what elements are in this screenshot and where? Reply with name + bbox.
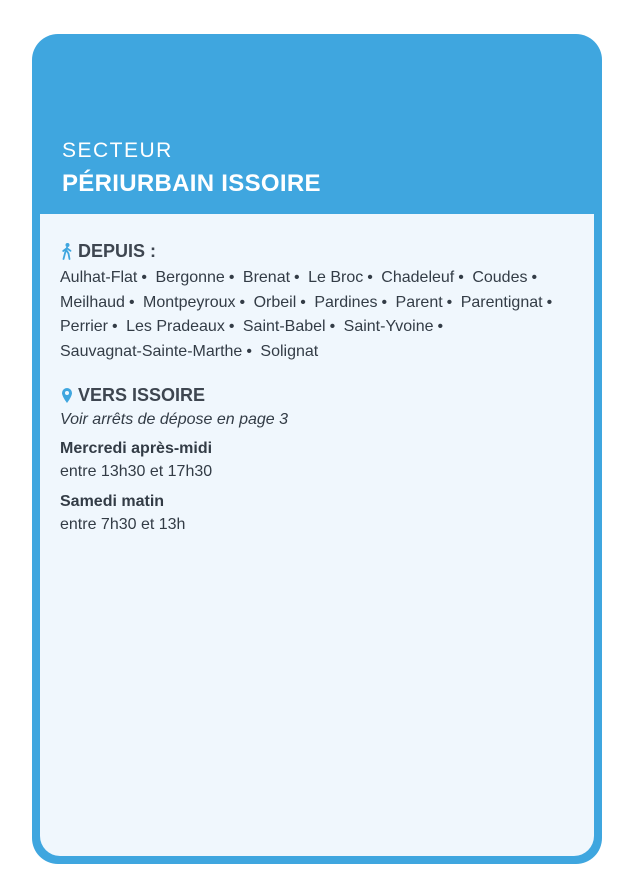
bullet-separator: • [112, 318, 118, 335]
sector-card [32, 34, 602, 864]
card-header [62, 138, 582, 200]
vers-title: VERS ISSOIRE [78, 385, 206, 405]
town-name: Saint-Babel [242, 318, 326, 335]
bullet-separator: • [381, 293, 388, 311]
town-name: Le Broc [308, 269, 364, 286]
bullet-separator: • [228, 269, 235, 286]
bullet-separator: • [228, 318, 235, 335]
vers-section [60, 384, 574, 537]
town-name: Sauvagnat-Sainte-Marthe [60, 342, 243, 360]
bullet-separator: • [329, 318, 336, 335]
sector-name: PÉRIURBAIN ISSOIRE [62, 170, 321, 197]
depuis-heading [60, 240, 574, 262]
bullet-separator: • [458, 269, 464, 286]
bullet-separator: • [437, 318, 444, 335]
bullet-separator: • [128, 293, 135, 311]
bullet-separator: • [531, 269, 538, 286]
town-name: Orbeil [253, 293, 297, 311]
town-name: Parentignat [460, 293, 543, 311]
bullet-separator: • [546, 293, 553, 311]
schedule-slot [60, 438, 574, 484]
bullet-separator: • [446, 293, 453, 311]
bullet-separator: • [367, 269, 373, 286]
depuis-title: DEPUIS : [78, 241, 157, 261]
depuis-section [60, 240, 574, 364]
town-name: Bergonne [155, 269, 225, 286]
schedule-slot [60, 491, 574, 537]
town-name: Chadeleuf [381, 269, 455, 286]
town-name: Montpeyroux [143, 293, 236, 311]
drop-off-note: Voir arrêts de dépose en page 3 [60, 411, 289, 428]
town-name: Aulhat-Flat [60, 269, 138, 286]
town-name: Parent [395, 293, 443, 311]
town-name: Pardines [314, 293, 378, 311]
card-body [40, 214, 594, 856]
town-name: Les Pradeaux [126, 318, 225, 335]
slot-title: Mercredi après-midi [60, 440, 213, 457]
bullet-separator: • [300, 293, 306, 311]
bullet-separator: • [294, 269, 300, 286]
vers-heading [60, 384, 574, 406]
walking-person-icon [60, 242, 74, 260]
town-name: Meilhaud [60, 293, 125, 311]
bullet-separator: • [239, 293, 246, 311]
town-name: Brenat [242, 269, 291, 286]
town-name: Solignat [260, 342, 319, 360]
map-pin-icon [60, 386, 74, 404]
town-name: Saint-Yvoine [343, 318, 434, 335]
slot-time: entre 13h30 et 17h30 [60, 463, 213, 480]
sector-label: SECTEUR [62, 139, 173, 162]
town-name: Coudes [472, 269, 528, 286]
bullet-separator: • [141, 269, 147, 286]
town-list [60, 266, 574, 364]
bullet-separator: • [246, 342, 252, 360]
town-name: Perrier [60, 318, 109, 335]
slot-title: Samedi matin [60, 493, 165, 510]
slot-time: entre 7h30 et 13h [60, 516, 186, 533]
